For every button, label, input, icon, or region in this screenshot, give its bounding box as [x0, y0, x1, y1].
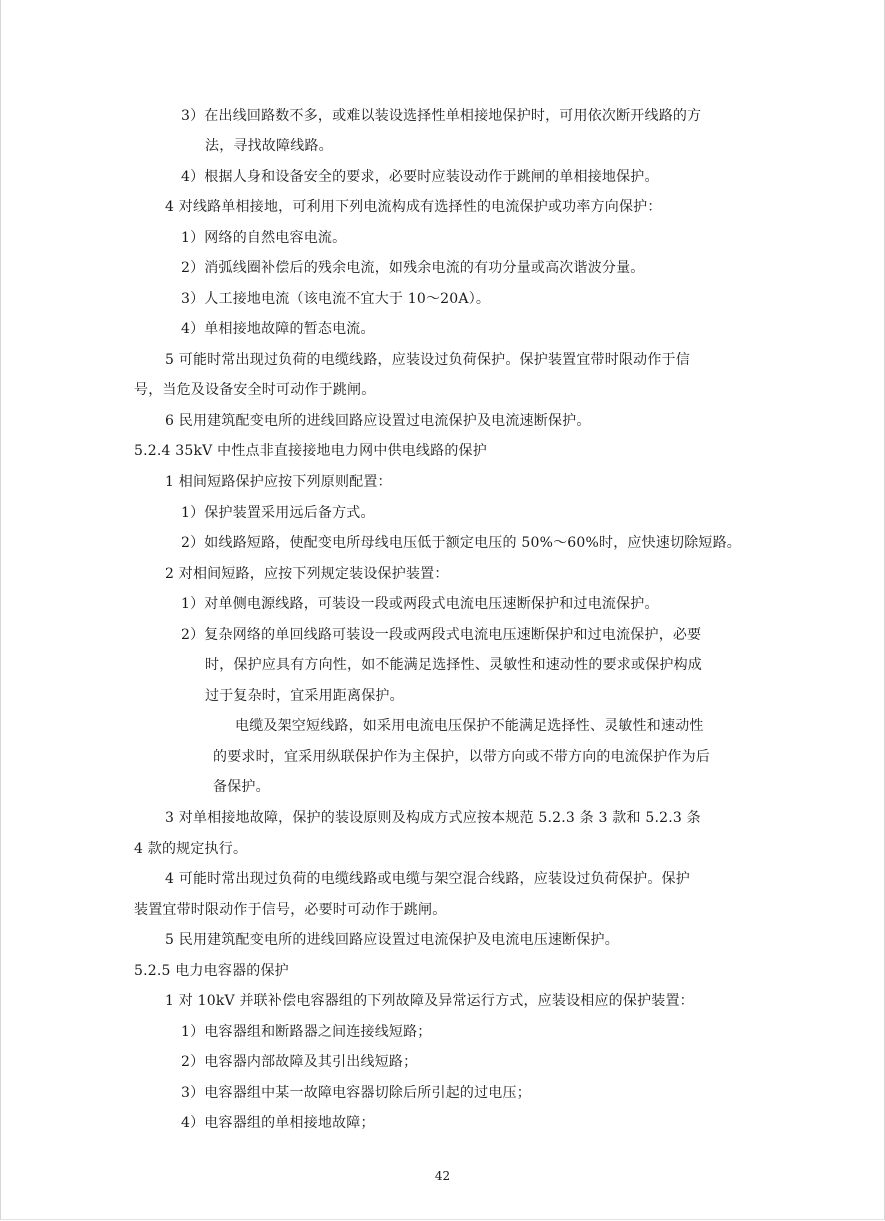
text-line: 电缆及架空短线路，如采用电流电压保护不能满足选择性、灵敏性和速动性	[235, 718, 704, 734]
text-line: 1 相间短路保护应按下列原则配置：	[165, 474, 392, 490]
text-line: 1）电容器组和断路器之间连接线短路；	[181, 1024, 432, 1040]
text-line: 3 对单相接地故障，保护的装设原则及构成方式应按本规范 5.2.3 条 3 款和 5.2.3 条	[165, 810, 701, 826]
text-line: 5 民用建筑配变电所的进线回路应设置过电流保护及电流电压速断保护。	[165, 932, 619, 948]
text-line: 3）在出线回路数不多，或难以装设选择性单相接地保护时，可用依次断开线路的方	[181, 108, 702, 124]
text-line: 4）电容器组的单相接地故障；	[181, 1115, 375, 1131]
text-line: 2）复杂网络的单回线路可装设一段或两段式电流电压速断保护和过电流保护，必要	[181, 627, 702, 643]
section-heading: 5.2.4 35kV 中性点非直接接地电力网中供电线路的保护	[134, 443, 487, 459]
text-line: 1 对 10kV 并联补偿电容器组的下列故障及异常运行方式，应装设相应的保护装置：	[165, 993, 694, 1009]
text-line: 备保护。	[213, 779, 270, 795]
text-line: 2）消弧线圈补偿后的残余电流，如残余电流的有功分量或高次谐波分量。	[181, 260, 645, 276]
text-line: 1）保护装置采用远后备方式。	[181, 505, 375, 521]
text-line: 过于复杂时，宜采用距离保护。	[205, 688, 404, 704]
text-line: 号，当危及设备安全时可动作于跳闸。	[134, 382, 376, 398]
text-line: 3）人工接地电流（该电流不宜大于 10～20A）。	[181, 291, 491, 307]
text-line: 4 对线路单相接地，可利用下列电流构成有选择性的电流保护或功率方向保护：	[165, 199, 662, 215]
text-line: 4）根据人身和设备安全的要求，必要时应装设动作于跳闸的单相接地保护。	[181, 169, 659, 185]
text-line: 的要求时，宜采用纵联保护作为主保护，以带方向或不带方向的电流保护作为后	[213, 749, 710, 765]
text-line: 4 款的规定执行。	[134, 841, 248, 857]
text-line: 1）对单侧电源线路，可装设一段或两段式电流电压速断保护和过电流保护。	[181, 596, 659, 612]
text-line: 4）单相接地故障的暂态电流。	[181, 321, 375, 337]
text-line: 4 可能时常出现过负荷的电缆线路或电缆与架空混合线路，应装设过负荷保护。保护	[165, 871, 690, 887]
text-line: 2）如线路短路，使配变电所母线电压低于额定电压的 50%～60%时，应快速切除短路。	[181, 535, 741, 551]
text-line: 时，保护应具有方向性，如不能满足选择性、灵敏性和速动性的要求或保护构成	[205, 657, 702, 673]
text-line: 2 对相间短路，应按下列规定装设保护装置：	[165, 566, 449, 582]
text-line: 装置宜带时限动作于信号，必要时可动作于跳闸。	[134, 902, 447, 918]
page-number: 42	[434, 1169, 451, 1183]
text-line: 6 民用建筑配变电所的进线回路应设置过电流保护及电流速断保护。	[165, 413, 591, 429]
text-line: 5 可能时常出现过负荷的电缆线路，应装设过负荷保护。保护装置宜带时限动作于信	[165, 352, 690, 368]
text-line: 3）电容器组中某一故障电容器切除后所引起的过电压；	[181, 1085, 531, 1101]
text-line: 法，寻找故障线路。	[205, 138, 333, 154]
text-line: 1）网络的自然电容电流。	[181, 230, 347, 246]
text-line: 2）电容器内部故障及其引出线短路；	[181, 1054, 418, 1070]
section-heading: 5.2.5 电力电容器的保护	[134, 963, 289, 979]
